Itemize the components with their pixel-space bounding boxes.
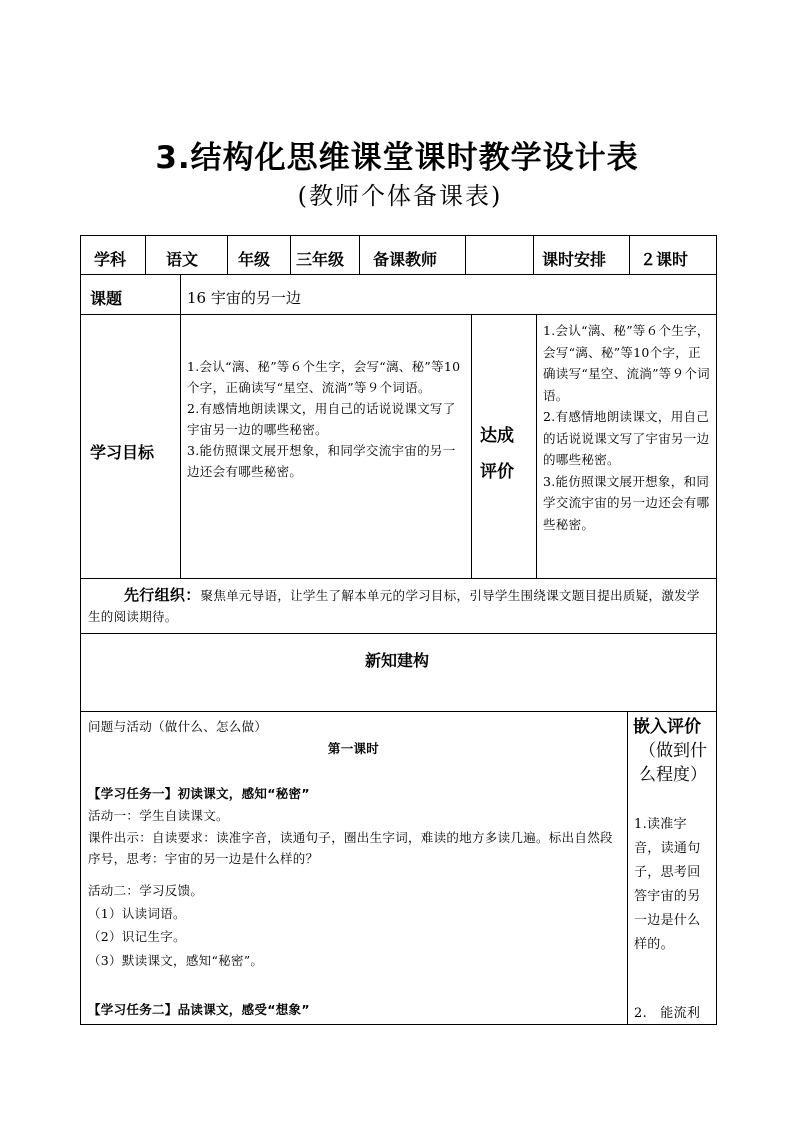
objective-item: 3.能仿照课文展开想象，和同学交流宇宙的另一边还会有哪些秘密。	[187, 443, 456, 479]
advance-organizer	[88, 585, 710, 627]
embedded-eval-header: 嵌入评价	[633, 717, 701, 737]
lesson-title: 16 宇宙的另一边	[187, 289, 301, 307]
col-divider	[533, 235, 534, 274]
task1-title: 【学习任务一】初读课文，感知“秘密”	[88, 786, 310, 801]
col-divider	[629, 235, 630, 274]
grade-value: 三年级	[296, 250, 345, 269]
embedded-eval-item: 2. 能流利	[634, 1006, 701, 1021]
schedule-label: 课时安排	[542, 250, 607, 269]
objective-item: 1.会认“漓、秘”等６个生字，会写“漓、秘”等10个字，正确读写“星空、流淌”等９个词语。	[187, 359, 461, 395]
objectives-list	[187, 356, 466, 482]
col-divider	[180, 274, 181, 578]
objective-item: 2.有感情地朗读课文，用自己的话说说课文写了宇宙另一边的哪些秘密。	[187, 401, 456, 437]
step-three: （3）默读课文，感知“秘密”。	[88, 953, 264, 968]
embedded-eval-item: 1.读准字音，读通句子，思考回答宇宙的另一边是什么样的。	[634, 817, 701, 952]
step-one: （1）认读词语。	[88, 906, 186, 921]
page-title: 3.结构化思维课堂课时教学设计表	[155, 140, 639, 176]
schedule-value: ２课时	[640, 250, 689, 269]
task2-title: 【学习任务二】品读课文，感受“想象”	[88, 1002, 310, 1017]
col-divider	[536, 314, 537, 578]
grade-label: 年级	[238, 250, 271, 269]
row-divider	[80, 633, 717, 634]
subject-label: 学科	[94, 250, 127, 269]
col-divider	[290, 235, 291, 274]
activity-two: 活动二：学习反馈。	[88, 883, 204, 898]
subject-value: 语文	[166, 250, 199, 269]
courseware-text: 课件出示：自读要求：读准字音，读通句子，圈出生字词，难读的地方多读几遍。标出自然段序号，思考：宇宙的另一边是什么样的？	[88, 830, 613, 866]
advance-organizer-label: 先行组织：	[124, 586, 201, 604]
activity-one: 活动一：学生自读课文。	[88, 808, 229, 823]
section-heading: 新知建构	[364, 651, 429, 670]
row-divider	[80, 274, 717, 275]
advance-organizer-text: 聚焦单元导语，让学生了解本单元的学习目标，引导学生围绕课文题目提出质疑，激发学生的阅读期待。	[88, 588, 700, 624]
col-divider	[471, 314, 472, 578]
lesson-label: 课题	[90, 289, 123, 308]
page-subtitle: (教师个体备课表)	[297, 182, 503, 210]
assessment-item: 1.会认“漓、秘”等６个生字，会写“漓、秘”等10个字，正确读写“星空、流淌”等９个词语。	[543, 323, 710, 403]
period-heading: 第一课时	[327, 741, 380, 756]
objectives-label: 学习目标	[90, 443, 155, 462]
teacher-label: 备课教师	[373, 250, 438, 269]
step-two: （2）识记生字。	[88, 929, 186, 944]
assessment-item: 2.有感情地朗读课文，用自己的话说说课文写了宇宙另一边的哪些秘密。	[543, 409, 710, 467]
assessment-list	[543, 320, 713, 535]
col-divider	[145, 235, 146, 274]
activities-header: 问题与活动（做什么、怎么做）	[88, 719, 268, 734]
row-divider	[80, 711, 717, 712]
col-divider	[227, 235, 228, 274]
row-divider	[80, 578, 717, 579]
col-divider	[359, 235, 360, 274]
col-divider	[465, 235, 466, 274]
assessment-label-line1: 达成	[480, 426, 514, 446]
row-divider	[80, 314, 717, 315]
col-divider	[627, 711, 628, 1024]
assessment-item: 3.能仿照课文展开想象，和同学交流宇宙的另一边还会有哪些秘密。	[543, 473, 710, 532]
assessment-label-line2: 评价	[480, 462, 514, 482]
embedded-eval-subheader: （做到什么程度）	[639, 741, 707, 785]
